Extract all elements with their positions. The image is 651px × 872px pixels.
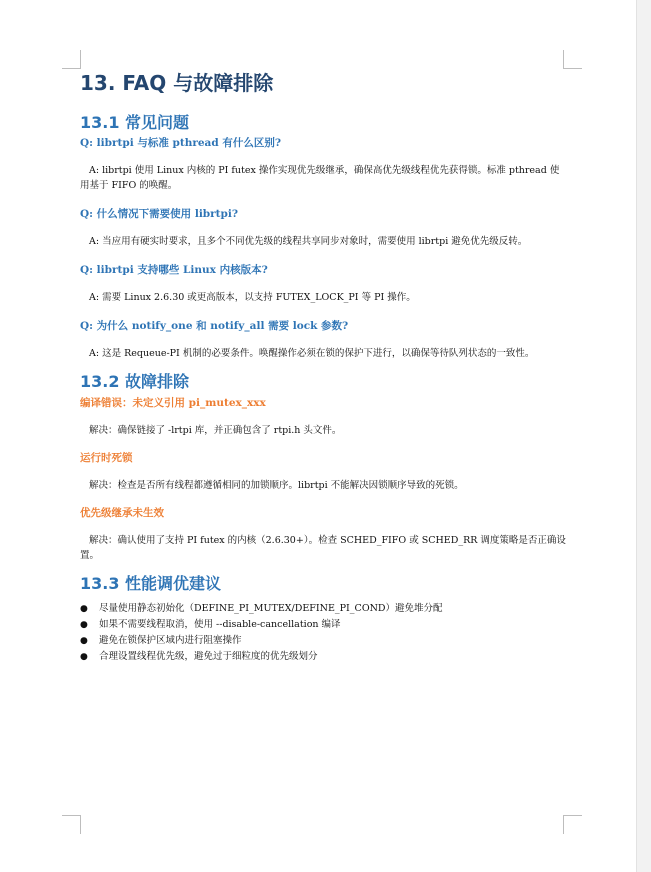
issue-heading: 优先级继承未生效: [80, 507, 164, 519]
list-item-text: 避免在锁保护区域内进行阻塞操作: [99, 635, 242, 646]
faq-question: Q: librtpi 与标准 pthread 有什么区别?: [80, 137, 282, 149]
faq-answer: A: librtpi 使用 Linux 内核的 PI futex 操作实现优先级继承，确保高优先级线程优先获得锁。标准 pthread 使用基于 FIFO 的唤醒。: [80, 165, 560, 191]
issue-heading: 编译错误：未定义引用 pi_mutex_xxx: [80, 397, 266, 409]
margin-marker-bottom-left: [62, 815, 81, 834]
margin-marker-bottom-right: [563, 815, 582, 834]
vertical-scrollbar[interactable]: [636, 0, 651, 872]
list-item: [80, 633, 566, 649]
list-item: [80, 601, 566, 617]
margin-marker-top-left: [62, 50, 81, 69]
bullet-icon: ●: [80, 604, 88, 614]
issue-heading: 运行时死锁: [80, 452, 133, 464]
bullet-icon: ●: [80, 652, 88, 662]
bullet-icon: ●: [80, 620, 88, 630]
issue-solution: 解决：确认使用了支持 PI futex 的内核（2.6.30+）。检查 SCHED_FIFO 或 SCHED_RR 调度策略是否正确设置。: [80, 535, 566, 561]
faq-answer: A: 需要 Linux 2.6.30 或更高版本，以支持 FUTEX_LOCK_PI 等 PI 操作。: [89, 292, 416, 303]
faq-question: Q: 什么情况下需要使用 librtpi?: [80, 208, 239, 220]
issue-solution: 解决：检查是否所有线程都遵循相同的加锁顺序。librtpi 不能解决因锁顺序导致的死锁。: [89, 480, 464, 491]
margin-marker-top-right: [563, 50, 582, 69]
list-item: [80, 649, 566, 665]
bullet-icon: ●: [80, 636, 88, 646]
section-heading-performance: 13.3 性能调优建议: [80, 574, 222, 593]
list-item-text: 如果不需要线程取消，使用 --disable-cancellation 编译: [99, 619, 341, 630]
section-heading-faq: 13.1 常见问题: [80, 113, 190, 132]
faq-question: Q: 为什么 notify_one 和 notify_all 需要 lock 参数?: [80, 320, 349, 332]
list-item-text: 尽量使用静态初始化（DEFINE_PI_MUTEX/DEFINE_PI_COND）避免堆分配: [99, 603, 443, 614]
list-item: [80, 617, 566, 633]
faq-answer: A: 当应用有硬实时要求，且多个不同优先级的线程共享同步对象时，需要使用 librtpi 避免优先级反转。: [89, 236, 528, 247]
faq-answer: A: 这是 Requeue-PI 机制的必要条件。唤醒操作必须在锁的保护下进行，以确保等待队列状态的一致性。: [89, 348, 535, 359]
page-title: 13. FAQ 与故障排除: [80, 71, 274, 95]
document-page: [80, 68, 566, 665]
tips-list: [80, 601, 566, 665]
faq-question: Q: librtpi 支持哪些 Linux 内核版本?: [80, 264, 268, 276]
issue-solution: 解决：确保链接了 -lrtpi 库，并正确包含了 rtpi.h 头文件。: [89, 425, 342, 436]
section-heading-troubleshooting: 13.2 故障排除: [80, 372, 190, 391]
list-item-text: 合理设置线程优先级，避免过于细粒度的优先级划分: [99, 651, 318, 662]
